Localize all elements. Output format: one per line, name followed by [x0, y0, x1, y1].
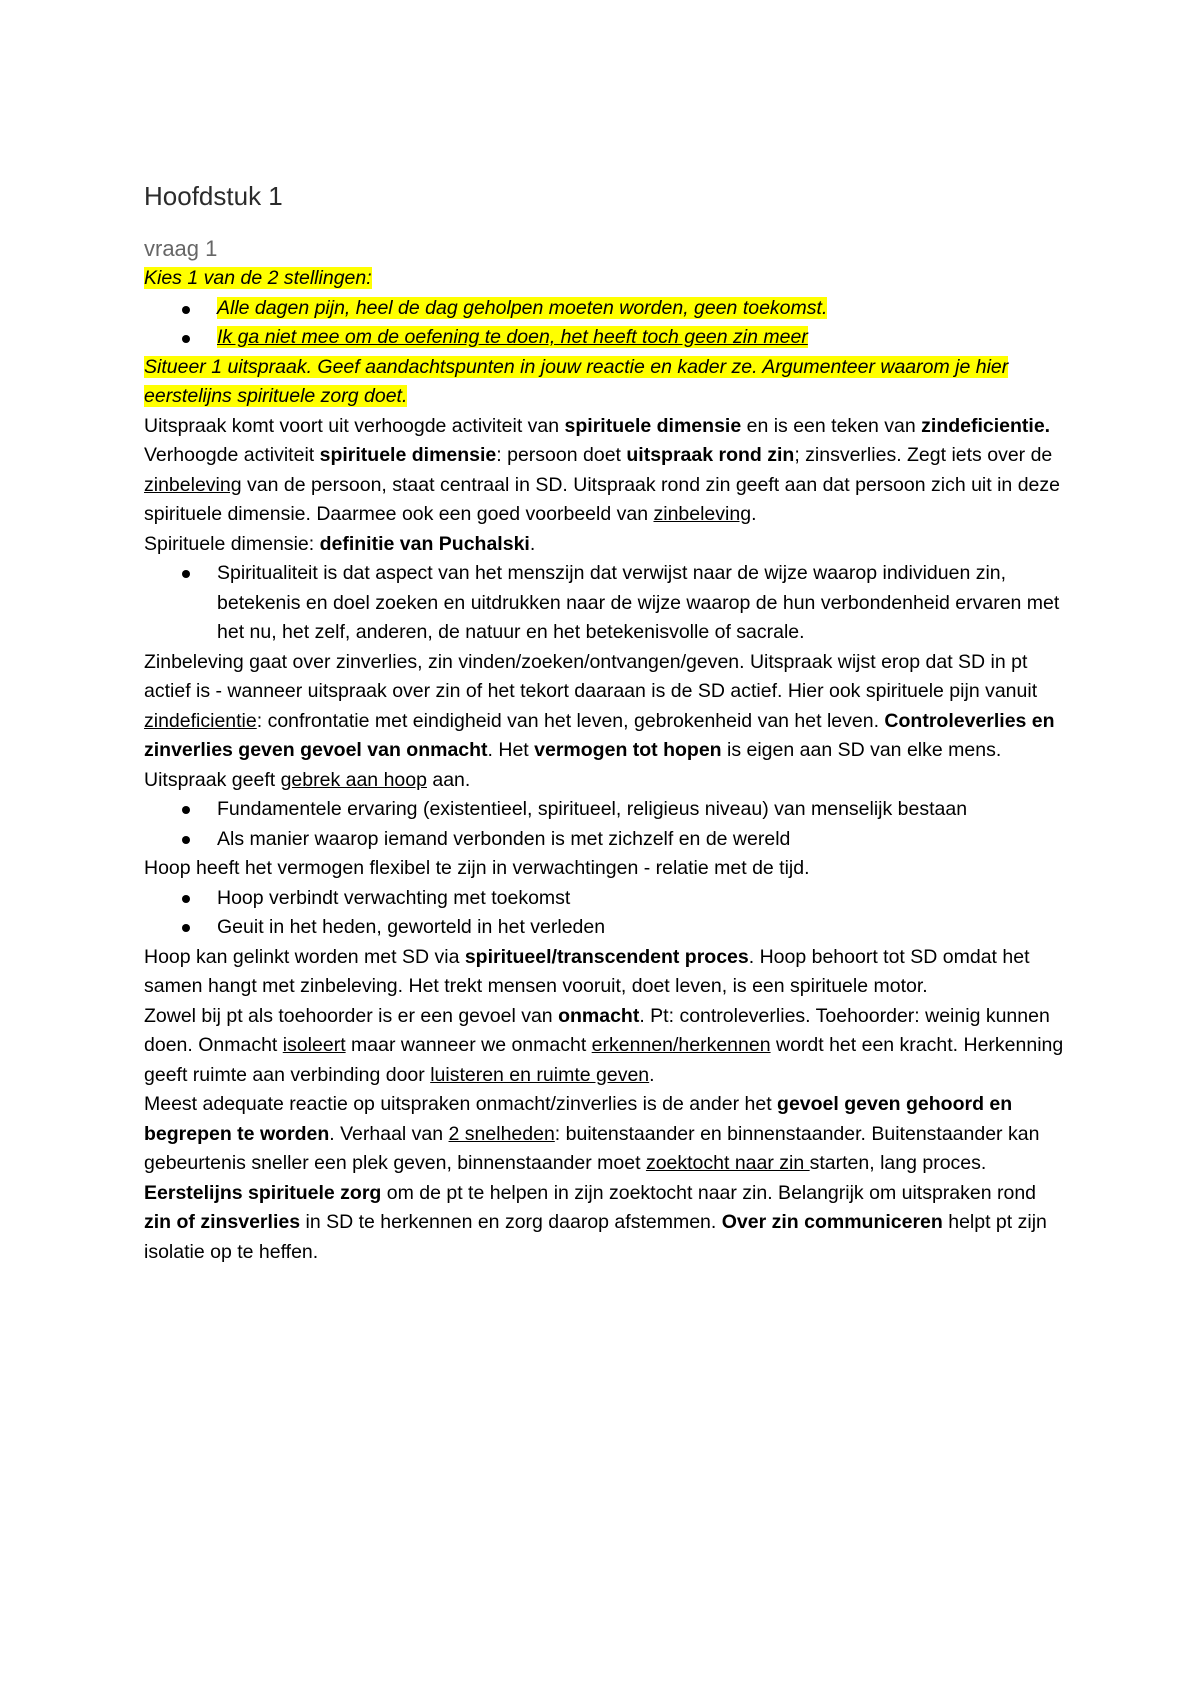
section-subtitle: vraag 1	[144, 236, 218, 261]
hope-list	[144, 795, 1064, 854]
list-item: Alle dagen pijn, heel de dag geholpen moeten worden, geen toekomst.	[217, 294, 1064, 324]
paragraph: Uitspraak komt voort uit verhoogde activiteit van spirituele dimensie en is een teken van zindeficientie.	[144, 414, 1051, 437]
paragraph: Hoop kan gelinkt worden met SD via spiritueel/transcendent proces. Hoop behoort tot SD omdat het samen hangt met zinbeleving. Het trekt mensen vooruit, doet leven, is een spirituele motor.	[144, 945, 1030, 997]
list-item: Als manier waarop iemand verbonden is met zichzelf en de wereld	[217, 825, 1064, 855]
paragraph: Eerstelijns spirituele zorg om de pt te helpen in zijn zoektocht naar zin. Belangrijk om uitspraken rond zin of zinsverlies in SD te herkennen en zorg daarop afstemmen. Over zin communiceren helpt pt zijn isolatie op te heffen.	[144, 1181, 1047, 1263]
list-item: Hoop verbindt verwachting met toekomst	[217, 884, 1064, 914]
question-intro: Kies 1 van de 2 stellingen:	[144, 267, 372, 289]
document-page	[144, 178, 1064, 1267]
paragraph: Hoop heeft het vermogen flexibel te zijn in verwachtingen - relatie met de tijd.	[144, 857, 810, 879]
list-item: Spiritualiteit is dat aspect van het menszijn dat verwijst naar de wijze waarop individuen zin, betekenis en doel zoeken en uitdrukken naar de wijze waarop de hun verbondenheid ervaren met het nu, het zelf, anderen, de natuur en het betekenisvolle of sacrale.	[217, 559, 1064, 648]
paragraph: Zinbeleving gaat over zinverlies, zin vinden/zoeken/ontvangen/geven. Uitspraak wijst erop dat SD in pt actief is - wanneer uitspraak over zin of het tekort daaraan is de SD actief. Hier ook spirituele pijn vanuit zindeficientie: confrontatie met eindigheid van het leven, gebrokenheid van het leven. Controleverlies en zinverlies geven gevoel van onmacht. Het vermogen tot hopen is eigen aan SD van elke mens. Uitspraak geeft gebrek aan hoop aan.	[144, 650, 1055, 791]
list-item: Geuit in het heden, geworteld in het verleden	[217, 913, 1064, 943]
list-item: Fundamentele ervaring (existentieel, spiritueel, religieus niveau) van menselijk bestaan	[217, 795, 1064, 825]
question-task: Situeer 1 uitspraak. Geef aandachtspunten in jouw reactie en kader ze. Argumenteer waarom je hier eerstelijns spirituele zorg doet.	[144, 355, 1009, 407]
statement-list	[144, 294, 1064, 353]
paragraph: Verhoogde activiteit spirituele dimensie: persoon doet uitspraak rond zin; zinsverlies. Zegt iets over de zinbeleving van de persoon, staat centraal in SD. Uitspraak rond zin geeft aan dat persoon zich uit in deze spirituele dimensie. Daarmee ook een goed voorbeeld van zinbeleving.	[144, 444, 1060, 525]
paragraph: Zowel bij pt als toehoorder is er een gevoel van onmacht. Pt: controleverlies. Toehoorder: weinig kunnen doen. Onmacht isoleert maar wanneer we onmacht erkennen/herkennen wordt het een kracht. Herkenning geeft ruimte aan verbinding door luisteren en ruimte geven.	[144, 1004, 1064, 1086]
paragraph: Meest adequate reactie op uitspraken onmacht/zinverlies is de ander het gevoel geven gehoord en begrepen te worden. Verhaal van 2 snelheden: buitenstaander en binnenstaander. Buitenstaander kan gebeurtenis sneller een plek geven, binnenstaander moet zoektocht naar zin starten, lang proces.	[144, 1093, 1040, 1174]
definition-list	[144, 559, 1064, 648]
document-title: Hoofdstuk 1	[144, 181, 283, 211]
paragraph: Spirituele dimensie: definitie van Puchalski.	[144, 532, 536, 555]
hope-time-list	[144, 884, 1064, 943]
list-item: Ik ga niet mee om de oefening te doen, het heeft toch geen zin meer	[217, 323, 1064, 353]
